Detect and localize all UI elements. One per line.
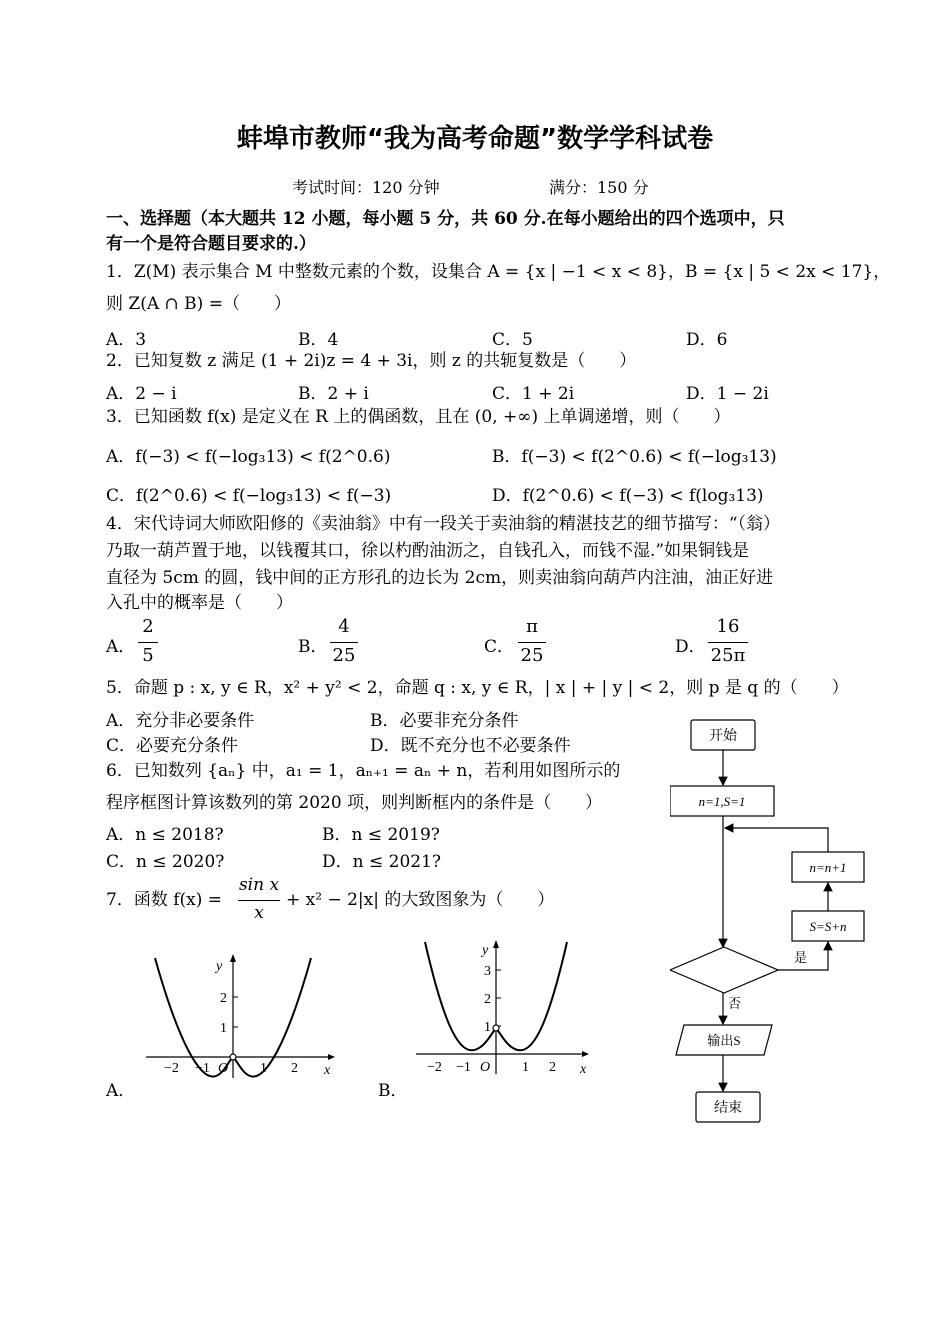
graph-b-xtick-label-neg2: −2 [427, 1060, 442, 1075]
q2-option-c: C．1 + 2i [492, 384, 575, 404]
q4-option-c-label: C． [484, 637, 515, 657]
flowchart-end-label: 结束 [714, 1101, 742, 1116]
q7-stem-prefix: 7．函数 f(x) = [106, 890, 223, 910]
graph-b [412, 936, 597, 1081]
graph-b-origin-label: O [480, 1060, 491, 1075]
q3-option-d: D．f(2^0.6) < f(−3) < f(log₃13) [492, 486, 764, 506]
graph-a-ytick-label-1: 1 [220, 1021, 227, 1036]
q6-option-b: B．n ≤ 2019? [322, 825, 440, 845]
section-heading-line2: 有一个是符合题目要求的.） [106, 234, 316, 254]
graph-b-xtick-label-2: 2 [549, 1060, 556, 1075]
graph-a-xtick-label-neg1: −1 [195, 1061, 210, 1076]
q5-stem: 5．命题 p : x, y ∈ R，x² + y² < 2，命题 q : x, y ∈ R，| x | + | y | < 2，则 p 是 q 的（ ） [106, 678, 849, 698]
q1-option-a: A．3 [106, 330, 147, 350]
graph-b-hole [493, 1025, 499, 1031]
q4-option-d-label: D． [675, 637, 706, 657]
q7-fraction-denominator: x [254, 903, 264, 923]
flowchart-no-label: 否 [728, 996, 742, 1011]
q6-option-c: C．n ≤ 2020? [106, 852, 225, 872]
graph-a-x-label: x [324, 1063, 331, 1078]
flowchart-update-n-label: n=n+1 [809, 860, 847, 875]
full-score: 满分：150 分 [549, 178, 649, 197]
q6-stem-line1: 6．已知数列 {aₙ} 中，a₁ = 1，aₙ₊₁ = aₙ + n，若利用如图所示的 [106, 761, 621, 781]
q4-option-b-label: B． [298, 637, 328, 657]
graph-a-y-arrow [230, 954, 236, 962]
graph-a-x-arrow [328, 1054, 335, 1060]
q6-option-d: D．n ≤ 2021? [322, 852, 442, 872]
q5-option-b: B．必要非充分条件 [370, 711, 519, 731]
graph-a [138, 950, 338, 1090]
page-title: 蚌埠市教师“我为高考命题”数学学科试卷 [236, 124, 714, 154]
flowchart-init-label: n=1,S=1 [698, 794, 746, 809]
q4-option-b-denominator: 25 [332, 645, 356, 666]
q4-stem-line2: 乃取一葫芦置于地，以钱覆其口，徐以杓酌油沥之，自钱孔入，而钱不湿.”如果铜钱是 [106, 541, 750, 561]
q5-option-a: A．充分非必要条件 [106, 711, 255, 731]
q4-option-a-numerator: 2 [142, 616, 154, 637]
q1-option-c: C．5 [492, 330, 533, 350]
flowchart-arrow-loop [725, 828, 828, 852]
q5-option-d: D．既不充分也不必要条件 [370, 736, 571, 756]
graph-b-xtick-label-1: 1 [522, 1060, 529, 1075]
q4-option-a-fraction-bar [138, 642, 158, 643]
exam-time: 考试时间：120 分钟 [292, 178, 440, 197]
q6-option-a: A．n ≤ 2018? [106, 825, 224, 845]
graph-a-origin-label: O [218, 1061, 229, 1076]
graph-a-xtick-label-neg2: −2 [164, 1061, 179, 1076]
q6-stem-line2: 程序框图计算该数列的第 2020 项，则判断框内的条件是（ ） [106, 793, 603, 813]
q1-option-b: B．4 [298, 330, 339, 350]
q2-stem: 2．已知复数 z 满足 (1 + 2i)z = 4 + 3i，则 z 的共轭复数是（ ） [106, 351, 637, 371]
q7-fraction-bar [238, 900, 280, 901]
q4-option-a-denominator: 5 [142, 645, 154, 666]
q5-option-c: C．必要充分条件 [106, 736, 239, 756]
q3-stem: 3．已知函数 f(x) 是定义在 R 上的偶函数，且在 (0, +∞) 上单调递增，则（ ） [106, 407, 731, 427]
q4-option-c-fraction-bar [518, 642, 546, 643]
flowchart-yes-label: 是 [794, 950, 808, 965]
q1-stem-line2: 则 Z(A ∩ B) =（ ） [106, 294, 291, 314]
q4-option-a-label: A． [106, 637, 136, 657]
q4-option-c-numerator: π [526, 616, 538, 637]
q2-option-a: A．2 − i [106, 384, 177, 404]
flowchart-decision-diamond [670, 947, 778, 993]
q1-stem-line1: 1．Z(M) 表示集合 M 中整数元素的个数，设集合 A = {x | −1 < x < 8}，B = {x | 5 < 2x < 17}， [106, 262, 891, 282]
q1-option-d: D．6 [686, 330, 728, 350]
graph-b-y-label: y [482, 943, 489, 958]
flowchart [670, 712, 875, 1132]
section-heading-line1: 一、选择题（本大题共 12 小题，每小题 5 分，共 60 分.在每小题给出的四个选项中，只 [106, 209, 785, 229]
graph-b-x-arrow [582, 1051, 589, 1057]
q7-fraction-numerator: sin x [238, 875, 280, 895]
flowchart-start-label: 开始 [709, 729, 737, 744]
q4-option-d-denominator: 25π [710, 645, 746, 666]
q4-option-c-denominator: 25 [520, 645, 544, 666]
q4-option-b-fraction-bar [330, 642, 358, 643]
q4-option-b-numerator: 4 [338, 616, 350, 637]
q7-option-a: A． [106, 1081, 136, 1101]
q4-stem-line3: 直径为 5cm 的圆，钱中间的正方形孔的边长为 2cm，则卖油翁向葫芦内注油，油正好进 [106, 568, 774, 588]
graph-b-xtick-label-neg1: −1 [456, 1060, 471, 1075]
q2-option-b: B．2 + i [298, 384, 369, 404]
graph-a-ytick-label-2: 2 [220, 991, 227, 1006]
graph-a-xtick-label-2: 2 [291, 1061, 298, 1076]
flowchart-update-s-label: S=S+n [809, 919, 847, 934]
graph-b-x-label: x [580, 1062, 587, 1077]
q2-option-d: D．1 − 2i [686, 384, 769, 404]
graph-a-y-label: y [216, 959, 223, 974]
graph-b-ytick-label-1: 1 [484, 1020, 491, 1035]
graph-b-ytick-label-3: 3 [484, 964, 491, 979]
graph-a-hole [230, 1054, 236, 1060]
q4-option-d-fraction-bar [708, 642, 748, 643]
q7-stem-suffix: + x² − 2|x| 的大致图象为（ ） [286, 890, 555, 910]
flowchart-output-label: 输出S [707, 1033, 741, 1048]
graph-a-xtick-label-1: 1 [260, 1061, 267, 1076]
q3-option-a: A．f(−3) < f(−log₃13) < f(2^0.6) [106, 447, 391, 467]
q3-option-c: C．f(2^0.6) < f(−log₃13) < f(−3) [106, 486, 392, 506]
q4-option-d-numerator: 16 [716, 616, 740, 637]
q4-stem-line1: 4．宋代诗词大师欧阳修的《卖油翁》中有一段关于卖油翁的精湛技艺的细节描写：“（翁） [106, 514, 781, 534]
graph-b-y-arrow [493, 940, 499, 948]
q4-stem-line4: 入孔中的概率是（ ） [106, 593, 293, 613]
q3-option-b: B．f(−3) < f(2^0.6) < f(−log₃13) [492, 447, 777, 467]
q7-option-b: B． [378, 1081, 408, 1101]
graph-b-ytick-label-2: 2 [484, 992, 491, 1007]
